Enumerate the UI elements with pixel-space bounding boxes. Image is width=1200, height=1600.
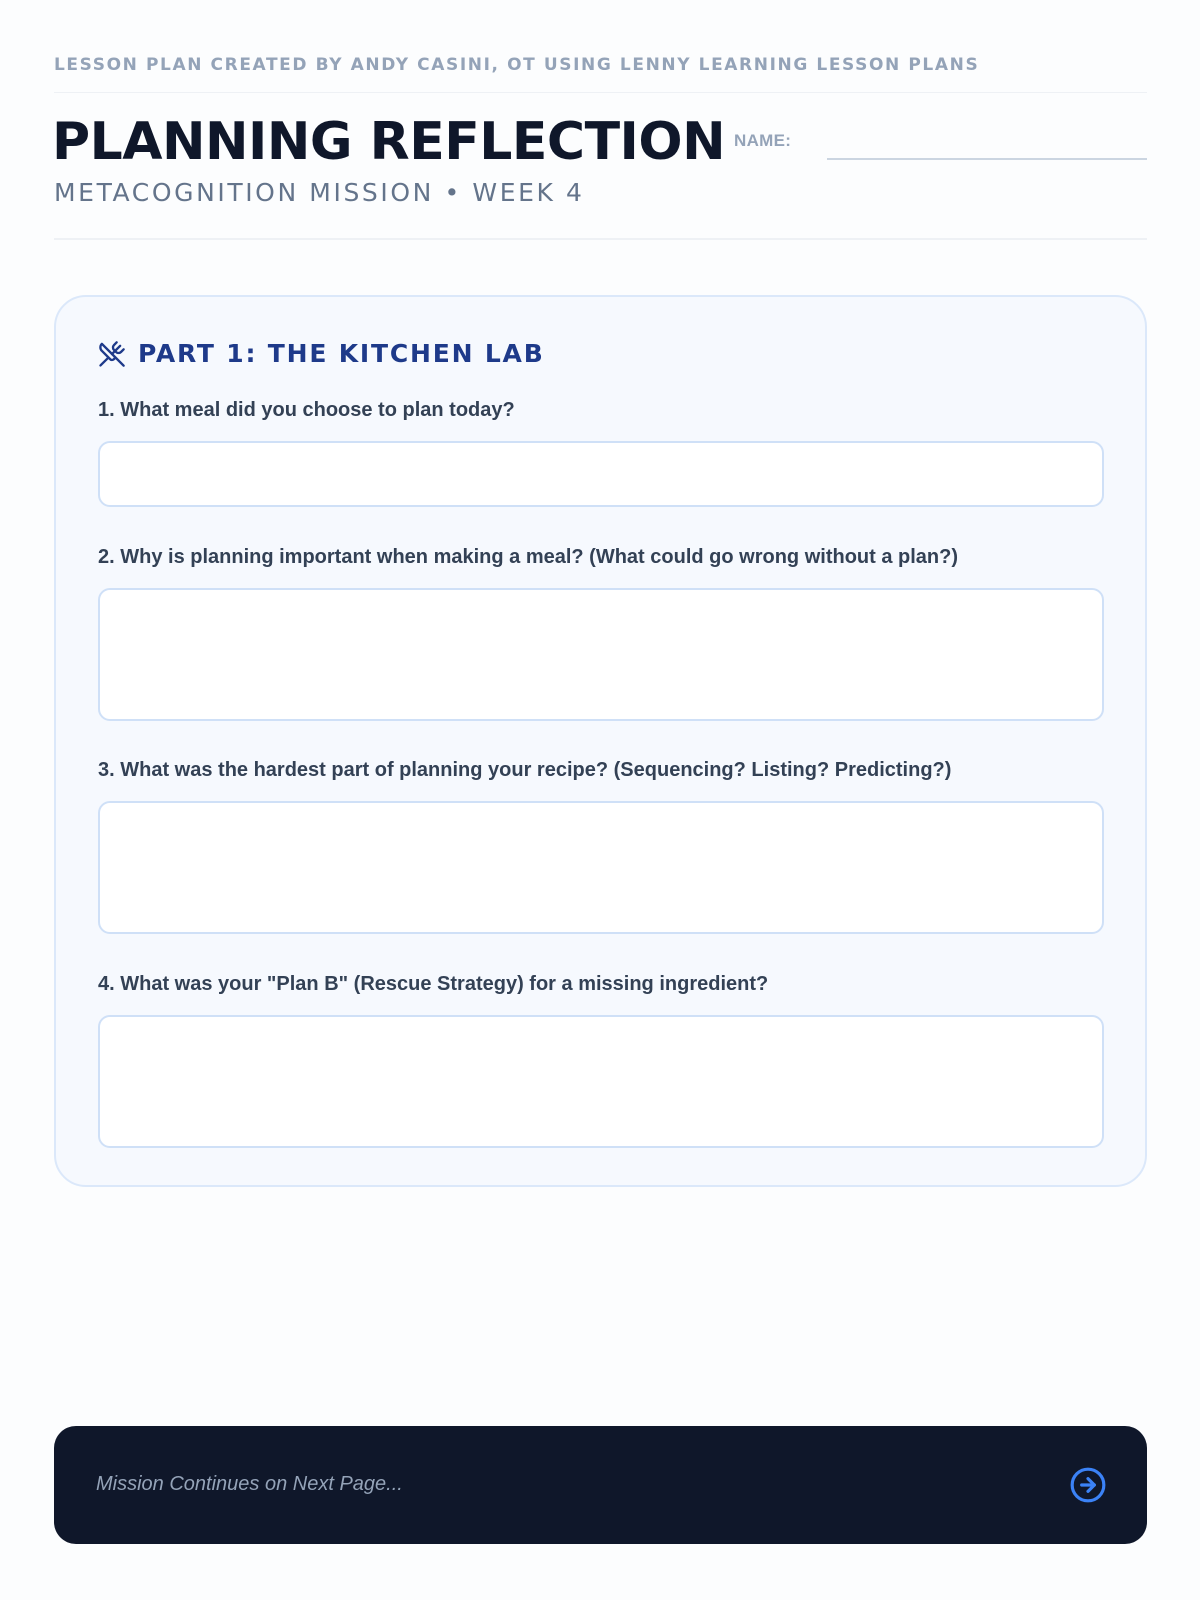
- name-input-line[interactable]: [827, 158, 1147, 160]
- page-title: PLANNING REFLECTION: [52, 112, 726, 172]
- part1-title: PART 1: THE KITCHEN LAB: [138, 339, 545, 368]
- header-divider: [54, 238, 1147, 240]
- question-3-answer-field[interactable]: [98, 801, 1104, 934]
- next-page-banner: [54, 1426, 1147, 1544]
- arrow-right-circle-icon[interactable]: [1069, 1466, 1107, 1504]
- question-1-answer-field[interactable]: [98, 441, 1104, 507]
- part1-card: [54, 295, 1147, 1187]
- part1-header: [98, 339, 545, 368]
- question-3-label: 3. What was the hardest part of planning your recipe? (Sequencing? Listing? Predicting?): [98, 759, 952, 781]
- name-label: NAME:: [734, 131, 792, 150]
- top-divider: [54, 92, 1147, 93]
- question-2-answer-field[interactable]: [98, 588, 1104, 721]
- question-1-label: 1. What meal did you choose to plan today?: [98, 399, 515, 421]
- page-subtitle: METACOGNITION MISSION • WEEK 4: [54, 178, 585, 207]
- question-4-label: 4. What was your "Plan B" (Rescue Strategy) for a missing ingredient?: [98, 973, 769, 995]
- question-4-answer-field[interactable]: [98, 1015, 1104, 1148]
- next-page-text: Mission Continues on Next Page...: [96, 1473, 403, 1495]
- utensils-crossed-icon: [98, 340, 126, 368]
- lesson-credit: LESSON PLAN CREATED BY ANDY CASINI, OT USING LENNY LEARNING LESSON PLANS: [54, 55, 980, 75]
- question-2-label: 2. Why is planning important when making a meal? (What could go wrong without a plan?): [98, 546, 959, 568]
